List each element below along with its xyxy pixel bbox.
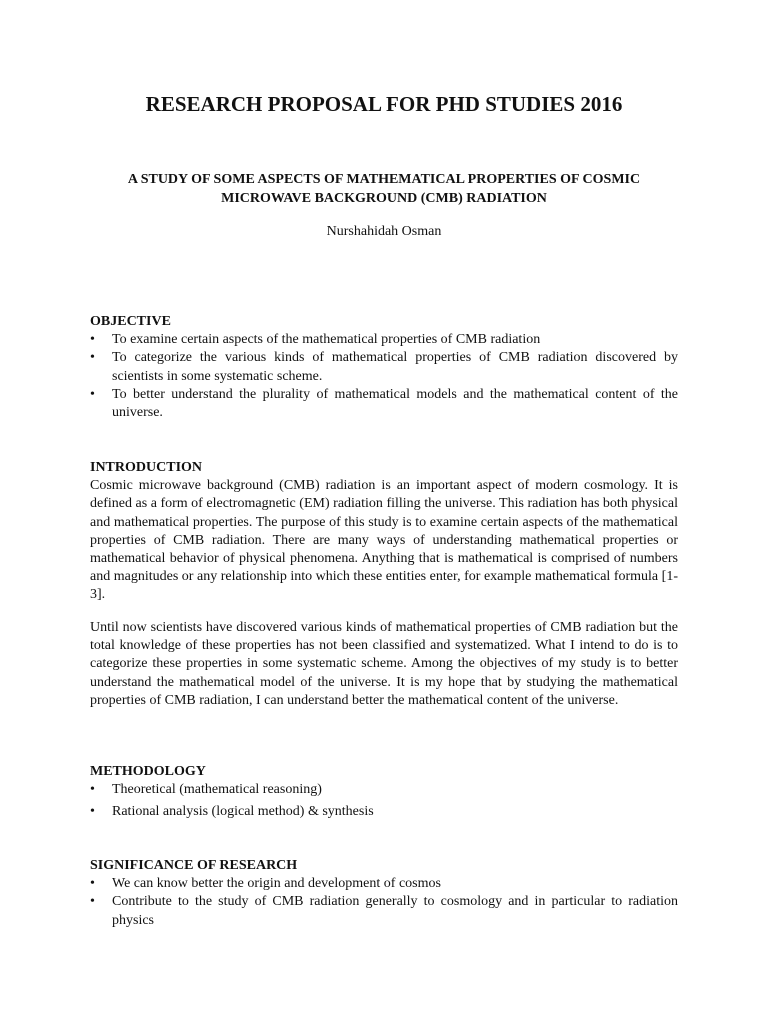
list-item: • Contribute to the study of CMB radiation generally to cosmology and in particular to radiation physics [90,893,678,929]
list-item: • To examine certain aspects of the mathematical properties of CMB radiation [90,331,678,349]
list-item: • To categorize the various kinds of mathematical properties of CMB radiation discovered by scientists in some systematic scheme. [90,349,678,385]
objective-heading: OBJECTIVE [90,314,171,329]
significance-section [90,857,678,930]
list-item: • We can know better the origin and development of cosmos [90,875,678,893]
introduction-section [90,459,678,605]
document-subtitle: A STUDY OF SOME ASPECTS OF MATHEMATICAL PROPERTIES OF COSMIC MICROWAVE BACKGROUND (CMB) RADIATION [127,172,641,206]
author-name: Nurshahidah Osman [326,224,442,239]
introduction-heading: INTRODUCTION [90,460,203,475]
methodology-heading: METHODOLOGY [90,764,206,779]
significance-heading: SIGNIFICANCE OF RESEARCH [90,858,298,873]
methodology-section [90,763,678,822]
objective-section [90,313,678,422]
list-item: • Theoretical (mathematical reasoning) [90,781,678,799]
significance-list [90,875,678,930]
methodology-list [90,781,678,821]
document-title: RESEARCH PROPOSAL FOR PHD STUDIES 2016 [145,92,623,116]
list-item: • Rational analysis (logical method) & synthesis [90,803,678,821]
objective-list [90,331,678,422]
introduction-paragraph: Until now scientists have discovered various kinds of mathematical properties of CMB radiation but the total knowledge of these properties has not been classified and systematized. What I intend to do is to categorize these properties in some systematic scheme. Among the objectives of my study is to better understand the mathematical model of the universe. It is my hope that by studying the mathematical properties of CMB radiation, I can understand better the mathematical content of the universe. [90,620,678,708]
introduction-paragraph: Cosmic microwave background (CMB) radiation is an important aspect of modern cosmology. It is defined as a form of electromagnetic (EM) radiation filling the universe. This radiation has both physical and mathematical properties. The purpose of this study is to examine certain aspects of the mathematical properties of CMB radiation. There are many ways of understanding mathematical properties or mathematical behavior of physical phenomena. Anything that is mathematical is comprised of numbers and magnitudes or any relationship into which these entities enter, for example mathematical formula [1-3]. [90,478,678,603]
list-item: • To better understand the plurality of mathematical models and the mathematical content of the universe. [90,386,678,422]
